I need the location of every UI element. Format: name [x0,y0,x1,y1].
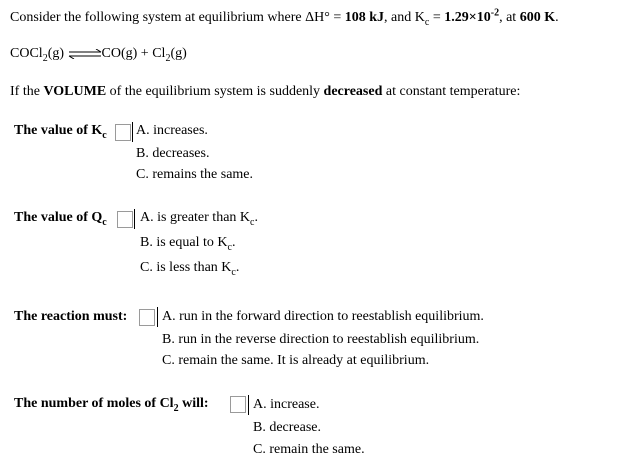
q4-options [253,397,365,463]
q1-options [136,123,253,188]
option-item: A. increase. [253,397,320,412]
option-item: B. run in the reverse direction to reestablish equilibrium. [162,332,480,347]
option-item: A. increases. [136,123,208,138]
q4-label: The number of moles of $Cl_2$ will: [14,396,209,414]
option-item: A. is greater than $K_c$. [140,210,258,228]
q4-answer-input[interactable] [230,396,246,413]
option-item: C. is less than $K_c$. [140,260,240,278]
kc-symbol: $K_c$ [414,10,430,28]
q3-label: The reaction must: [14,309,128,324]
q3-answer-input[interactable] [139,309,155,326]
kc-value: $1.29\times 10^{-2}$ [444,7,500,25]
q4-divider [248,395,249,415]
delta-h-value: 108 kJ [344,10,385,25]
q2-answer-input[interactable] [117,211,133,228]
intro-text: Consider the following system at equilibrium where ΔH° = 108 kJ, and $K_c = 1.29\times 10^{-2}$, at 600 K. [10,7,559,28]
condition-text: If the VOLUME of the equilibrium system is suddenly decreased at constant temperature: [10,84,521,99]
equilibrium-arrow-icon [68,49,102,59]
q1-label: The value of $K_c$ [14,123,107,141]
q1-answer-input[interactable] [115,124,131,141]
temperature-value: 600 K [519,10,556,25]
q3-divider [157,307,158,327]
q3-options [162,309,484,374]
option-item: B. is equal to $K_c$. [140,235,236,253]
option-item: C. remain the same. It is already at equilibrium. [162,353,430,368]
option-item: C. remains the same. [136,167,254,182]
option-item: B. decrease. [253,420,322,435]
q1-divider [132,122,133,142]
reaction-equation: COCl$_2$(g) $CO(g) + Cl_2(g)$ [10,46,187,64]
option-item: C. remain the same. [253,442,365,457]
option-item: B. decreases. [136,146,210,161]
option-item: A. run in the forward direction to reestablish equilibrium. [162,309,484,324]
q2-divider [134,209,135,229]
q2-options [140,210,258,285]
q2-label: The value of $Q_c$ [14,210,107,228]
